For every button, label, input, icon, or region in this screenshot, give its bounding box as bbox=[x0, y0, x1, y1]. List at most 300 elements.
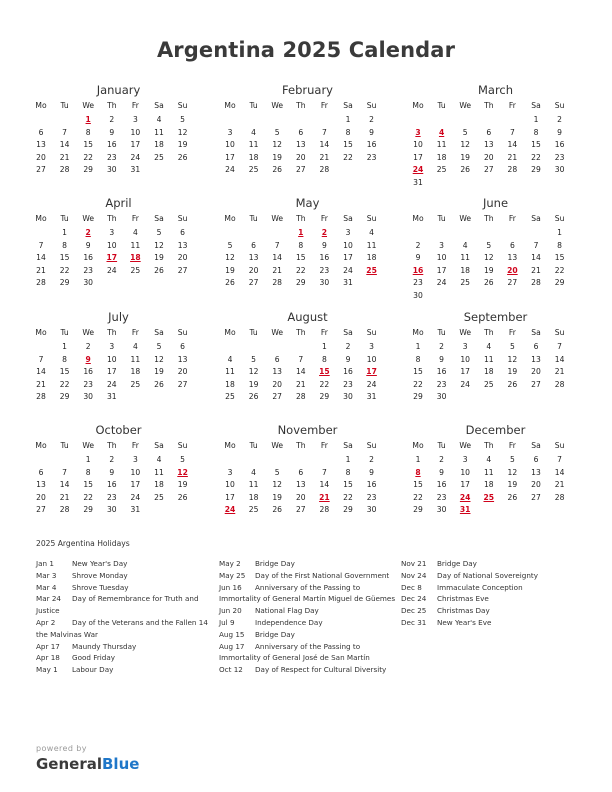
holiday-name: New Year's Day bbox=[72, 559, 128, 568]
day-cell: 20 bbox=[272, 379, 283, 389]
day-cell: 28 bbox=[319, 505, 330, 514]
day-cell: 14 bbox=[531, 253, 541, 262]
day-cell: 23 bbox=[83, 379, 94, 389]
day-cell: 13 bbox=[177, 354, 188, 364]
day-cell: 20 bbox=[36, 492, 46, 502]
weekday-label: Th bbox=[484, 101, 494, 110]
day-cell: 10 bbox=[225, 140, 235, 149]
month-name: July bbox=[108, 310, 129, 324]
holiday-item bbox=[36, 617, 214, 641]
day-cell: 11 bbox=[130, 354, 141, 364]
day-cell: 1 bbox=[345, 115, 351, 124]
weekday-label: Tu bbox=[60, 101, 69, 110]
day-cell: 6 bbox=[533, 455, 539, 464]
day-cell: 4 bbox=[486, 342, 492, 351]
weekday-label: Sa bbox=[343, 328, 353, 337]
day-cell: 10 bbox=[130, 127, 141, 137]
month-name: May bbox=[295, 196, 320, 210]
day-cell: 25 bbox=[225, 392, 235, 401]
day-cell: 29 bbox=[83, 505, 94, 514]
day-cell: 26 bbox=[272, 505, 283, 514]
day-cell: 12 bbox=[177, 127, 188, 137]
day-cell: 16 bbox=[106, 140, 117, 149]
day-cell: 6 bbox=[38, 127, 44, 137]
day-cell: 14 bbox=[59, 480, 70, 489]
holiday-day-cell: 25 bbox=[366, 265, 377, 275]
weekday-label: Sa bbox=[343, 101, 353, 110]
holiday-date: Aug 15 bbox=[219, 629, 245, 639]
day-cell: 15 bbox=[343, 140, 353, 149]
weekday-label: We bbox=[82, 441, 95, 450]
month-name: October bbox=[95, 423, 142, 437]
day-cell: 18 bbox=[483, 367, 494, 376]
day-cell: 31 bbox=[343, 278, 353, 287]
day-cell: 11 bbox=[154, 127, 164, 137]
weekday-label: Su bbox=[177, 441, 188, 450]
day-cell: 16 bbox=[343, 367, 353, 376]
weekday-label: Th bbox=[296, 214, 306, 223]
day-cell: 6 bbox=[298, 467, 304, 477]
holiday-column-1 bbox=[36, 558, 214, 676]
day-cell: 1 bbox=[62, 342, 68, 351]
day-cell: 19 bbox=[272, 152, 283, 162]
day-cell: 21 bbox=[59, 152, 70, 162]
day-cell: 13 bbox=[36, 140, 46, 149]
day-cell: 13 bbox=[248, 253, 259, 262]
holidays-heading: 2025 Argentina Holidays bbox=[36, 539, 130, 548]
day-cell: 23 bbox=[436, 379, 447, 389]
holiday-item bbox=[219, 629, 397, 641]
day-cell: 30 bbox=[319, 278, 330, 287]
day-cell: 3 bbox=[439, 240, 445, 250]
holiday-date: Nov 24 bbox=[401, 570, 427, 580]
day-cell: 13 bbox=[295, 140, 306, 149]
day-cell: 7 bbox=[62, 467, 68, 477]
weekday-label: Sa bbox=[343, 441, 353, 450]
day-cell: 14 bbox=[295, 367, 306, 376]
month-name: November bbox=[277, 423, 338, 437]
holiday-item bbox=[401, 582, 579, 594]
day-cell: 6 bbox=[38, 467, 44, 477]
holiday-date: May 25 bbox=[219, 570, 246, 580]
holiday-name: Good Friday bbox=[72, 653, 115, 663]
holiday-date: Nov 21 bbox=[401, 559, 427, 568]
weekday-label: Mo bbox=[35, 101, 47, 110]
month-january bbox=[36, 83, 201, 188]
day-cell: 17 bbox=[225, 152, 235, 162]
holiday-item bbox=[36, 652, 214, 664]
day-cell: 15 bbox=[83, 480, 94, 489]
day-cell: 16 bbox=[366, 140, 377, 149]
day-cell: 25 bbox=[460, 278, 471, 287]
day-cell: 28 bbox=[319, 165, 330, 174]
day-cell: 10 bbox=[366, 354, 377, 364]
holiday-date: Apr 17 bbox=[36, 641, 60, 651]
day-cell: 5 bbox=[156, 228, 162, 237]
month-march bbox=[413, 83, 578, 188]
holiday-name: Maundy Thursday bbox=[72, 641, 137, 651]
day-cell: 10 bbox=[343, 240, 353, 250]
day-cell: 14 bbox=[36, 253, 46, 262]
day-cell: 23 bbox=[106, 492, 117, 502]
day-cell: 17 bbox=[130, 480, 141, 489]
day-cell: 8 bbox=[345, 467, 351, 477]
weekday-label: Su bbox=[554, 328, 565, 337]
day-cell: 30 bbox=[366, 505, 377, 514]
day-cell: 20 bbox=[248, 265, 259, 275]
day-cell: 9 bbox=[109, 467, 115, 477]
day-cell: 18 bbox=[154, 140, 164, 149]
holiday-name: National Flag Day bbox=[255, 606, 319, 616]
day-cell: 29 bbox=[531, 165, 541, 174]
brand-footer bbox=[36, 744, 139, 773]
day-cell: 17 bbox=[225, 492, 235, 502]
weekday-label: Su bbox=[554, 441, 565, 450]
day-cell: 20 bbox=[295, 152, 306, 162]
day-cell: 23 bbox=[83, 265, 94, 275]
holiday-name: Bridge Day bbox=[255, 629, 295, 639]
day-cell: 26 bbox=[154, 265, 164, 275]
day-cell: 10 bbox=[106, 354, 117, 364]
day-cell: 23 bbox=[366, 152, 377, 162]
day-cell: 24 bbox=[130, 152, 141, 162]
day-cell: 3 bbox=[369, 342, 375, 351]
day-cell: 6 bbox=[180, 342, 186, 351]
day-cell: 27 bbox=[36, 505, 46, 514]
day-cell: 21 bbox=[531, 265, 541, 275]
weekday-label: Fr bbox=[508, 214, 516, 223]
day-cell: 29 bbox=[59, 392, 70, 401]
day-cell: 29 bbox=[59, 278, 70, 287]
holiday-name: Immaculate Conception bbox=[437, 582, 523, 592]
day-cell: 10 bbox=[436, 253, 447, 262]
day-cell: 21 bbox=[272, 265, 283, 275]
day-cell: 28 bbox=[554, 492, 565, 502]
day-cell: 6 bbox=[533, 342, 539, 351]
day-cell: 10 bbox=[460, 354, 471, 364]
weekday-label: Su bbox=[366, 328, 377, 337]
weekday-label: Fr bbox=[131, 441, 139, 450]
weekday-label: Tu bbox=[60, 214, 69, 223]
day-cell: 21 bbox=[554, 367, 565, 376]
logo-general: General bbox=[36, 755, 102, 773]
holiday-name: Day of Remembrance for Truth and Justice bbox=[36, 594, 199, 616]
day-cell: 26 bbox=[177, 492, 188, 502]
day-cell: 13 bbox=[531, 354, 541, 364]
day-cell: 2 bbox=[557, 115, 563, 124]
weekday-label: Su bbox=[366, 441, 377, 450]
day-cell: 30 bbox=[83, 392, 94, 401]
weekday-label: Fr bbox=[131, 214, 139, 223]
weekday-label: We bbox=[271, 101, 284, 110]
holiday-name: Day of the First National Government bbox=[255, 570, 390, 580]
day-cell: 29 bbox=[343, 505, 353, 514]
weekday-label: Th bbox=[107, 441, 117, 450]
day-cell: 16 bbox=[436, 367, 447, 376]
weekday-label: Sa bbox=[154, 328, 164, 337]
month-name: March bbox=[477, 83, 514, 97]
weekday-label: Su bbox=[366, 214, 377, 223]
weekday-label: Tu bbox=[249, 328, 258, 337]
weekday-label: Sa bbox=[154, 214, 164, 223]
weekday-label: Fr bbox=[320, 441, 328, 450]
day-cell: 27 bbox=[248, 278, 259, 287]
day-cell: 12 bbox=[507, 467, 518, 477]
weekday-label: We bbox=[459, 214, 472, 223]
day-cell: 10 bbox=[413, 140, 423, 149]
weekday-label: Su bbox=[177, 214, 188, 223]
weekday-label: Mo bbox=[35, 328, 47, 337]
weekday-label: Mo bbox=[224, 214, 236, 223]
day-cell: 5 bbox=[274, 467, 280, 477]
day-cell: 5 bbox=[462, 127, 468, 137]
month-december bbox=[413, 423, 578, 528]
day-cell: 11 bbox=[436, 140, 447, 149]
generalblue-logo[interactable] bbox=[36, 755, 139, 773]
weekday-label: Tu bbox=[249, 101, 258, 110]
weekday-label: We bbox=[271, 441, 284, 450]
day-cell: 18 bbox=[225, 379, 235, 389]
holiday-date: Apr 18 bbox=[36, 653, 60, 663]
day-cell: 19 bbox=[272, 492, 283, 502]
weekday-label: We bbox=[82, 101, 95, 110]
day-cell: 8 bbox=[321, 354, 327, 364]
day-cell: 30 bbox=[106, 505, 117, 514]
weekday-label: Su bbox=[177, 101, 188, 110]
holiday-day-cell: 25 bbox=[483, 492, 495, 502]
holiday-name: Christmas Day bbox=[437, 606, 490, 616]
day-cell: 14 bbox=[507, 140, 518, 149]
day-cell: 13 bbox=[295, 480, 306, 489]
weekday-label: Sa bbox=[531, 441, 541, 450]
holiday-item bbox=[401, 617, 579, 629]
page-title: Argentina 2025 Calendar bbox=[156, 38, 456, 62]
weekday-label: We bbox=[82, 214, 95, 223]
day-cell: 24 bbox=[343, 265, 353, 275]
day-cell: 22 bbox=[531, 152, 541, 162]
day-cell: 23 bbox=[319, 265, 330, 275]
weekday-label: Tu bbox=[437, 101, 446, 110]
weekday-label: Mo bbox=[35, 214, 47, 223]
day-cell: 21 bbox=[554, 480, 565, 489]
day-cell: 15 bbox=[413, 480, 423, 489]
day-cell: 8 bbox=[533, 127, 539, 137]
day-cell: 3 bbox=[132, 115, 138, 124]
weekday-label: Th bbox=[296, 101, 306, 110]
day-cell: 5 bbox=[251, 354, 257, 364]
holiday-column-2 bbox=[219, 558, 397, 676]
day-cell: 9 bbox=[369, 467, 375, 477]
month-november bbox=[225, 423, 390, 528]
day-cell: 28 bbox=[36, 278, 46, 287]
weekday-label: Fr bbox=[131, 328, 139, 337]
holiday-item bbox=[219, 641, 397, 665]
day-cell: 5 bbox=[180, 115, 186, 124]
day-cell: 21 bbox=[507, 152, 518, 162]
day-cell: 26 bbox=[272, 165, 283, 174]
day-cell: 20 bbox=[177, 253, 188, 262]
day-cell: 10 bbox=[225, 480, 235, 489]
day-cell: 22 bbox=[343, 492, 353, 502]
day-cell: 12 bbox=[460, 140, 471, 149]
day-cell: 30 bbox=[436, 505, 447, 514]
day-cell: 9 bbox=[109, 127, 115, 137]
weekday-label: Mo bbox=[35, 441, 47, 450]
day-cell: 24 bbox=[366, 379, 377, 389]
weekday-label: Su bbox=[177, 328, 188, 337]
day-cell: 23 bbox=[436, 492, 447, 502]
day-cell: 14 bbox=[319, 480, 330, 489]
day-cell: 5 bbox=[156, 342, 162, 351]
holiday-item bbox=[401, 593, 579, 605]
day-cell: 3 bbox=[345, 228, 351, 237]
day-cell: 19 bbox=[483, 265, 494, 275]
holiday-day-cell: 1 bbox=[298, 228, 304, 237]
day-cell: 8 bbox=[62, 354, 68, 364]
weekday-label: Fr bbox=[508, 328, 516, 337]
holiday-date: Mar 4 bbox=[36, 582, 57, 592]
weekday-label: Tu bbox=[437, 328, 446, 337]
holiday-name: Anniversary of the Passing to Immortality of General José de San Martín bbox=[219, 641, 370, 663]
holiday-date: Jul 9 bbox=[219, 617, 235, 627]
day-cell: 17 bbox=[460, 480, 471, 489]
month-name: August bbox=[287, 310, 328, 324]
day-cell: 12 bbox=[248, 367, 259, 376]
day-cell: 4 bbox=[369, 228, 375, 237]
day-cell: 30 bbox=[343, 392, 353, 401]
day-cell: 30 bbox=[436, 392, 447, 401]
day-cell: 28 bbox=[507, 165, 518, 174]
day-cell: 27 bbox=[295, 165, 306, 174]
day-cell: 26 bbox=[225, 278, 235, 287]
day-cell: 16 bbox=[436, 480, 447, 489]
day-cell: 23 bbox=[366, 492, 377, 502]
holiday-name: Bridge Day bbox=[255, 559, 295, 568]
day-cell: 28 bbox=[272, 278, 283, 287]
day-cell: 9 bbox=[321, 240, 327, 250]
day-cell: 29 bbox=[295, 278, 306, 287]
day-cell: 6 bbox=[509, 240, 515, 250]
day-cell: 19 bbox=[177, 140, 188, 149]
day-cell: 28 bbox=[295, 392, 306, 401]
day-cell: 5 bbox=[180, 455, 186, 464]
holiday-item bbox=[401, 570, 579, 582]
day-cell: 28 bbox=[531, 278, 541, 287]
day-cell: 23 bbox=[106, 152, 117, 162]
day-cell: 6 bbox=[298, 127, 304, 137]
day-cell: 15 bbox=[295, 253, 306, 262]
day-cell: 2 bbox=[369, 115, 375, 124]
day-cell: 22 bbox=[59, 379, 70, 389]
day-cell: 7 bbox=[274, 240, 280, 250]
holiday-name: Christmas Eve bbox=[437, 594, 489, 604]
day-cell: 12 bbox=[154, 240, 164, 250]
holiday-day-cell: 31 bbox=[459, 505, 471, 514]
day-cell: 27 bbox=[531, 379, 541, 389]
day-cell: 7 bbox=[557, 342, 563, 351]
day-cell: 4 bbox=[486, 455, 492, 464]
day-cell: 30 bbox=[83, 278, 94, 287]
month-october bbox=[36, 423, 201, 528]
day-cell: 12 bbox=[225, 253, 235, 262]
day-cell: 19 bbox=[507, 480, 518, 489]
day-cell: 1 bbox=[557, 228, 563, 237]
powered-by-text: powered by bbox=[36, 744, 87, 753]
day-cell: 18 bbox=[248, 152, 259, 162]
holiday-item bbox=[401, 558, 579, 570]
day-cell: 14 bbox=[319, 140, 330, 149]
holiday-name: Shrove Tuesday bbox=[72, 582, 129, 592]
weekday-label: Mo bbox=[224, 101, 236, 110]
weekday-label: We bbox=[271, 328, 284, 337]
day-cell: 19 bbox=[177, 480, 188, 489]
day-cell: 22 bbox=[319, 379, 330, 389]
day-cell: 17 bbox=[413, 152, 423, 162]
day-cell: 7 bbox=[321, 127, 327, 137]
day-cell: 2 bbox=[345, 342, 351, 351]
day-cell: 21 bbox=[36, 265, 46, 275]
holiday-item bbox=[401, 605, 579, 617]
day-cell: 11 bbox=[248, 140, 259, 149]
month-may bbox=[225, 196, 390, 301]
day-cell: 25 bbox=[248, 505, 259, 514]
day-cell: 25 bbox=[130, 265, 141, 275]
weekday-label: Th bbox=[484, 328, 494, 337]
day-cell: 27 bbox=[272, 392, 283, 401]
day-cell: 11 bbox=[225, 367, 235, 376]
day-cell: 27 bbox=[483, 165, 494, 174]
day-cell: 7 bbox=[38, 240, 44, 250]
day-cell: 27 bbox=[177, 379, 188, 389]
day-cell: 9 bbox=[415, 253, 421, 262]
day-cell: 3 bbox=[109, 342, 115, 351]
day-cell: 19 bbox=[460, 152, 471, 162]
holiday-item bbox=[219, 605, 397, 617]
day-cell: 2 bbox=[85, 342, 91, 351]
weekday-label: Mo bbox=[224, 328, 236, 337]
day-cell: 27 bbox=[531, 492, 541, 502]
day-cell: 20 bbox=[177, 367, 188, 376]
day-cell: 9 bbox=[439, 467, 445, 477]
day-cell: 22 bbox=[59, 265, 70, 275]
day-cell: 12 bbox=[154, 354, 164, 364]
day-cell: 2 bbox=[415, 240, 421, 250]
day-cell: 22 bbox=[83, 152, 94, 162]
day-cell: 4 bbox=[132, 342, 138, 351]
day-cell: 30 bbox=[106, 165, 117, 174]
weekday-label: Th bbox=[484, 214, 494, 223]
holiday-day-cell: 20 bbox=[507, 265, 518, 275]
day-cell: 13 bbox=[177, 240, 188, 250]
day-cell: 13 bbox=[507, 253, 518, 262]
day-cell: 26 bbox=[177, 152, 188, 162]
day-cell: 6 bbox=[180, 228, 186, 237]
holiday-item bbox=[36, 593, 214, 617]
holiday-day-cell: 1 bbox=[85, 115, 91, 124]
weekday-label: Tu bbox=[249, 441, 258, 450]
day-cell: 13 bbox=[483, 140, 494, 149]
day-cell: 3 bbox=[132, 455, 138, 464]
weekday-label: Tu bbox=[60, 441, 69, 450]
holiday-column-3 bbox=[401, 558, 579, 629]
holiday-day-cell: 9 bbox=[85, 354, 91, 364]
day-cell: 4 bbox=[251, 127, 257, 137]
weekday-label: Tu bbox=[249, 214, 258, 223]
day-cell: 29 bbox=[554, 278, 565, 287]
day-cell: 25 bbox=[483, 379, 494, 389]
weekday-label: We bbox=[271, 214, 284, 223]
day-cell: 11 bbox=[248, 480, 259, 489]
